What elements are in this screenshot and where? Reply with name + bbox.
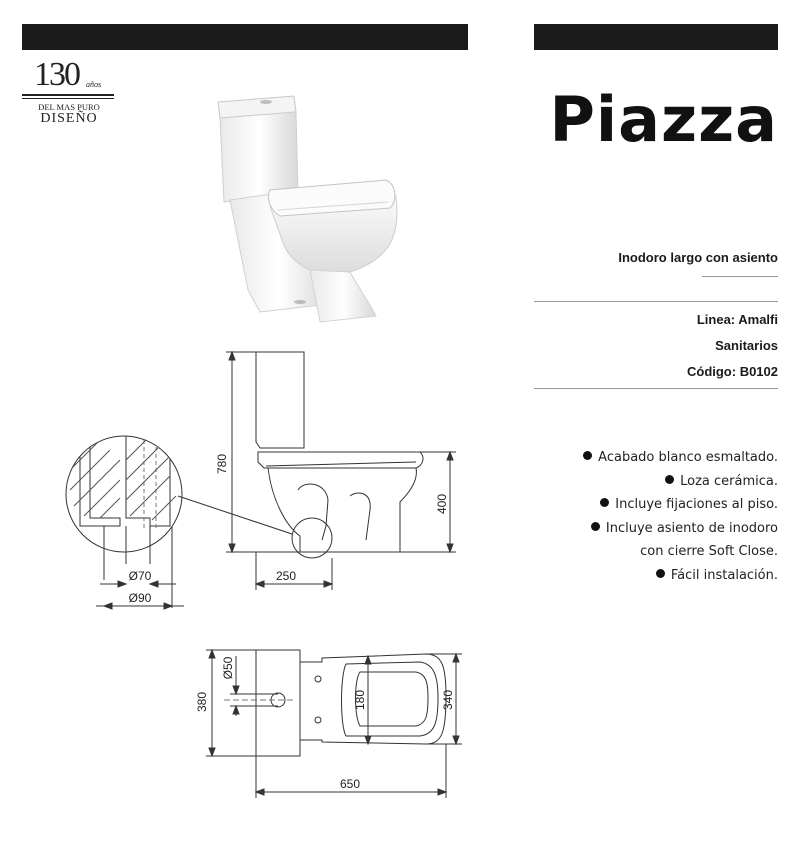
- feature-item: Loza cerámica.: [518, 470, 778, 494]
- feature-item: Incluye asiento de inodoro con cierre Soft Close.: [518, 517, 778, 564]
- dim-height-seat: 400: [435, 493, 449, 515]
- dim-diameter-70: Ø70: [128, 569, 152, 583]
- product-subtitle: Inodoro largo con asiento: [618, 250, 778, 265]
- bullet-icon: [665, 475, 674, 484]
- logo-tagline: DEL MAS PURO: [38, 102, 100, 112]
- feature-item: Fácil instalación.: [518, 564, 778, 588]
- bullet-icon: [600, 498, 609, 507]
- logo-anos: años: [86, 80, 102, 89]
- bullet-icon: [591, 522, 600, 531]
- dim-wall-offset: 250: [275, 569, 297, 583]
- feature-item: Acabado blanco esmaltado.: [518, 446, 778, 470]
- plan-view-drawing: [190, 636, 480, 806]
- bullet-icon: [656, 569, 665, 578]
- logo-rule-bottom: [22, 98, 114, 99]
- features-list: [518, 446, 778, 587]
- spec-linea: Linea: Amalfi: [696, 312, 778, 327]
- specs-top-rule: [534, 301, 778, 302]
- product-photo: [200, 90, 410, 330]
- dim-width-340: 340: [441, 689, 455, 711]
- logo-number: 130: [34, 56, 79, 93]
- header-bar-left: [22, 24, 468, 50]
- spec-categoria: Sanitarios: [715, 338, 778, 353]
- dim-height-total: 780: [215, 453, 229, 475]
- dim-depth-380: 380: [195, 691, 209, 713]
- feature-item: Incluye fijaciones al piso.: [518, 493, 778, 517]
- logo-wordmark: DISEÑO: [40, 111, 98, 126]
- subtitle-rule: [702, 276, 778, 277]
- dim-inner-180: 180: [353, 689, 367, 711]
- logo-rule-top: [22, 94, 114, 96]
- side-elevation-drawing: [60, 340, 480, 620]
- header-bar-right: [534, 24, 778, 50]
- specs-bottom-rule: [534, 388, 778, 389]
- brand-logo: [22, 58, 114, 128]
- bullet-icon: [583, 451, 592, 460]
- spec-codigo: Código: B0102: [686, 364, 778, 379]
- product-title: Piazza: [549, 83, 778, 156]
- dim-length-650: 650: [339, 777, 361, 791]
- dim-diameter-90: Ø90: [128, 591, 152, 605]
- dim-diameter-50: Ø50: [221, 656, 235, 680]
